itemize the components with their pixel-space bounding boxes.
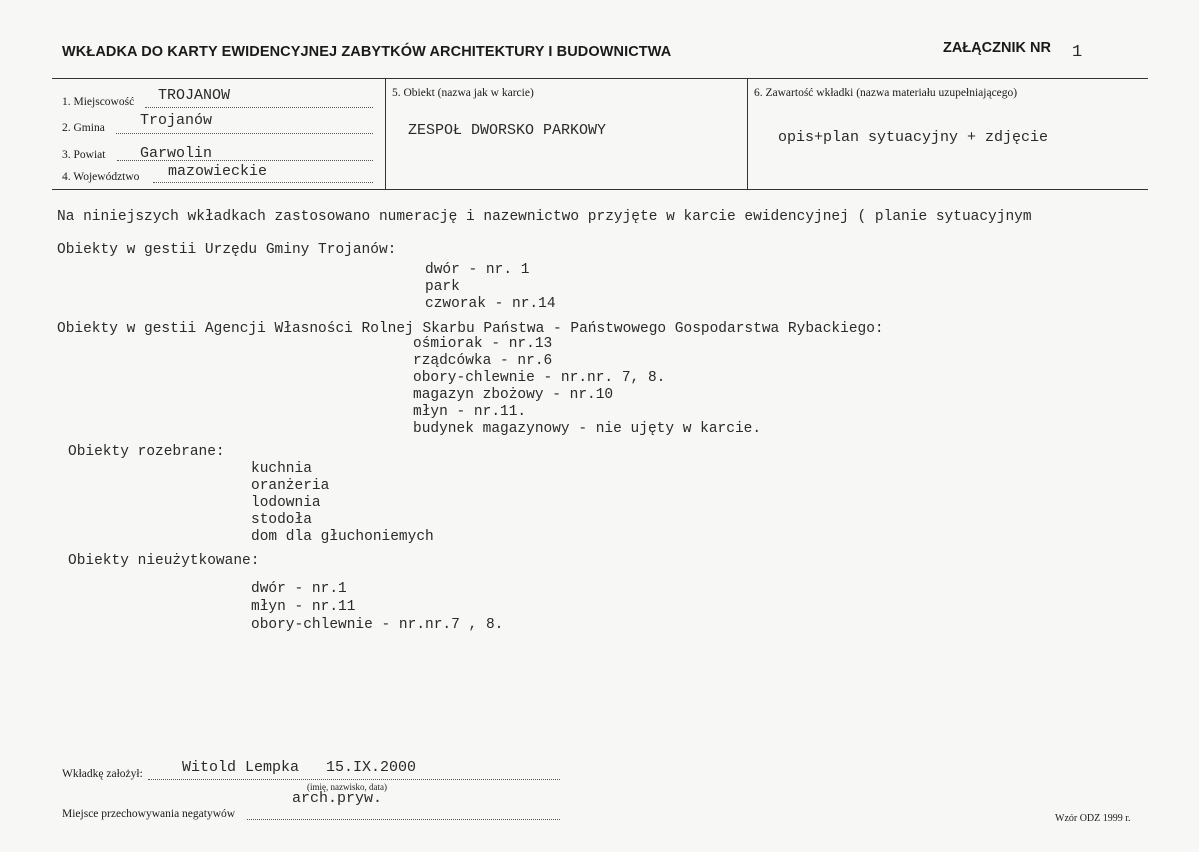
agencja-item: młyn - nr.11. (413, 404, 527, 420)
obiekt-label: 5. Obiekt (nazwa jak w karcie) (392, 87, 534, 99)
urzad-item: dwór - nr. 1 (425, 262, 530, 278)
rozebrane-item: lodownia (251, 495, 321, 511)
urzad-heading: Obiekty w gestii Urzędu Gminy Trojanów: (57, 242, 397, 258)
miejscowosc-dotline (145, 107, 373, 108)
nieuzytkowane-heading: Obiekty nieużytkowane: (68, 553, 260, 569)
rozebrane-item: stodoła (251, 512, 312, 528)
agencja-item: magazyn zbożowy - nr.10 (413, 387, 614, 403)
zawartosc-label: 6. Zawartość wkładki (nazwa materiału uzupełniającego) (754, 87, 1018, 99)
agencja-item: rządcówka - nr.6 (413, 353, 553, 369)
powiat-value: Garwolin (140, 145, 213, 162)
zalozyl-hint: (imię, nazwisko, data) (307, 782, 387, 792)
rozebrane-item: kuchnia (251, 461, 312, 477)
gmina-dotline (116, 133, 373, 134)
agencja-heading: Obiekty w gestii Agencji Własności Rolnej Skarbu Państwa - Państwowego Gospodarstwa Rybackiego: (57, 321, 884, 337)
urzad-item: park (425, 279, 460, 295)
zalozyl-dotline (148, 779, 560, 780)
annex-number: 1 (1072, 43, 1083, 62)
header-rule-top (52, 78, 1148, 79)
zawartosc-value: opis+plan sytuacyjny + zdjęcie (778, 129, 1049, 146)
form-template-version: Wzór ODZ 1999 r. (1055, 813, 1131, 824)
powiat-label: 3. Powiat (62, 149, 106, 161)
annex-label: ZAŁĄCZNIK NR (943, 40, 1051, 56)
intro-text: Na niniejszych wkładkach zastosowano numerację i nazewnictwo przyjęte w karcie ewidencyjnej ( planie sytuacyjnym (57, 209, 1032, 225)
header-rule-bottom (52, 189, 1148, 190)
nieuzytkowane-item: obory-chlewnie - nr.nr.7 , 8. (251, 617, 504, 633)
nieuzytkowane-item: dwór - nr.1 (251, 581, 347, 597)
zalozyl-label: Wkładkę założył: (62, 768, 143, 780)
negatywy-value: arch.pryw. (292, 790, 383, 807)
nieuzytkowane-item: młyn - nr.11 (251, 599, 356, 615)
rozebrane-item: dom dla głuchoniemych (251, 529, 434, 545)
urzad-item: czworak - nr.14 (425, 296, 556, 312)
rozebrane-heading: Obiekty rozebrane: (68, 444, 225, 460)
agencja-item: budynek magazynowy - nie ujęty w karcie. (413, 421, 762, 437)
miejscowosc-label: 1. Miejscowość (62, 96, 135, 108)
rozebrane-item: oranżeria (251, 478, 330, 494)
wojewodztwo-dotline (153, 182, 373, 183)
agencja-item: ośmiorak - nr.13 (413, 336, 553, 352)
gmina-label: 2. Gmina (62, 122, 105, 134)
miejscowosc-value: TROJANOW (158, 87, 231, 104)
obiekt-value: ZESPOŁ DWORSKO PARKOWY (408, 122, 607, 139)
column-divider-1 (385, 78, 386, 189)
agencja-item: obory-chlewnie - nr.nr. 7, 8. (413, 370, 666, 386)
zalozyl-value: Witold Lempka 15.IX.2000 (182, 759, 417, 776)
negatywy-label: Miejsce przechowywania negatywów (62, 808, 236, 820)
column-divider-2 (747, 78, 748, 189)
gmina-value: Trojanów (140, 112, 213, 129)
form-title: WKŁADKA DO KARTY EWIDENCYJNEJ ZABYTKÓW ARCHITEKTURY I BUDOWNICTWA (62, 44, 672, 60)
wojewodztwo-value: mazowieckie (168, 163, 268, 180)
negatywy-dotline (247, 819, 560, 820)
wojewodztwo-label: 4. Województwo (62, 171, 140, 183)
